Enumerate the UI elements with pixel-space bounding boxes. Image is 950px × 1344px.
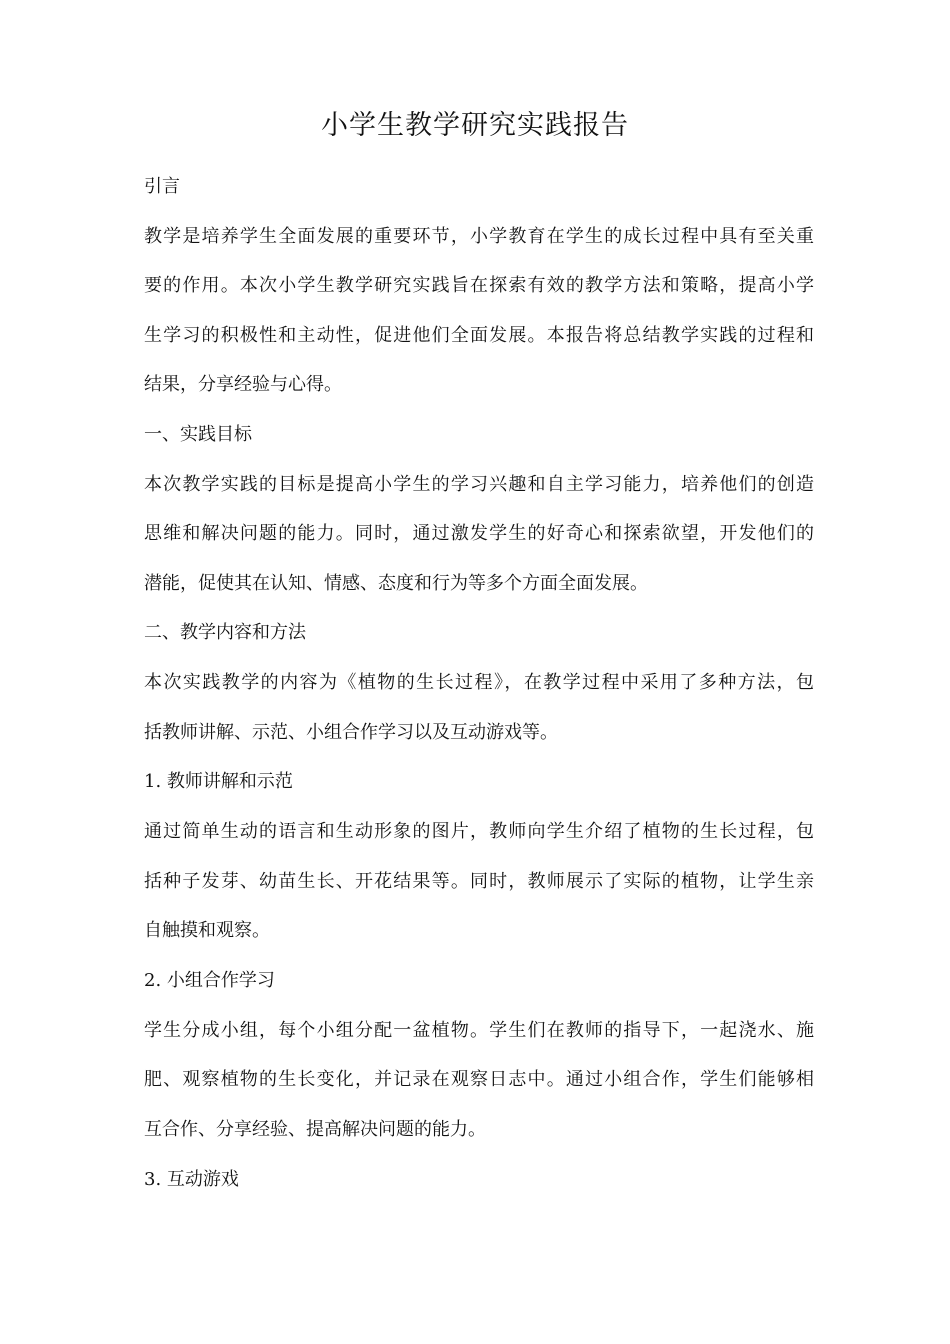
body-line: 2. 小组合作学习 [144,970,275,991]
body-line: 引言 [144,176,180,197]
body-line: 通过简单生动的语言和生动形象的图片，教师向学生介绍了植物的生长过程，包 [144,821,814,842]
body-line: 学生分成小组，每个小组分配一盆植物。学生们在教师的指导下，一起浇水、施 [144,1020,814,1041]
body-line: 一、实践目标 [144,424,252,445]
body-line: 本次教学实践的目标是提高小学生的学习兴趣和自主学习能力，培养他们的创造 [144,474,814,495]
body-line: 3. 互动游戏 [144,1169,239,1190]
body-line: 互合作、分享经验、提高解决问题的能力。 [144,1119,486,1140]
body-line: 肥、观察植物的生长变化，并记录在观察日志中。通过小组合作，学生们能够相 [144,1069,814,1090]
body-line: 1. 教师讲解和示范 [144,771,293,792]
body-line: 自触摸和观察。 [144,920,270,941]
body-line: 括种子发芽、幼苗生长、开花结果等。同时，教师展示了实际的植物，让学生亲 [144,871,814,892]
body-line: 本次实践教学的内容为《植物的生长过程》，在教学过程中采用了多种方法，包 [144,672,814,693]
body-line: 二、教学内容和方法 [144,622,306,643]
body-line: 要的作用。本次小学生教学研究实践旨在探索有效的教学方法和策略，提高小学 [144,275,814,296]
body-line: 思维和解决问题的能力。同时，通过激发学生的好奇心和探索欲望，开发他们的 [144,523,814,544]
body-line: 生学习的积极性和主动性，促进他们全面发展。本报告将总结教学实践的过程和 [144,325,814,346]
document-title: 小学生教学研究实践报告 [321,110,629,141]
body-line: 潜能，促使其在认知、情感、态度和行为等多个方面全面发展。 [144,573,648,594]
body-line: 教学是培养学生全面发展的重要环节，小学教育在学生的成长过程中具有至关重 [144,226,814,247]
body-line: 结果，分享经验与心得。 [144,374,342,395]
body-line: 括教师讲解、示范、小组合作学习以及互动游戏等。 [144,722,558,743]
